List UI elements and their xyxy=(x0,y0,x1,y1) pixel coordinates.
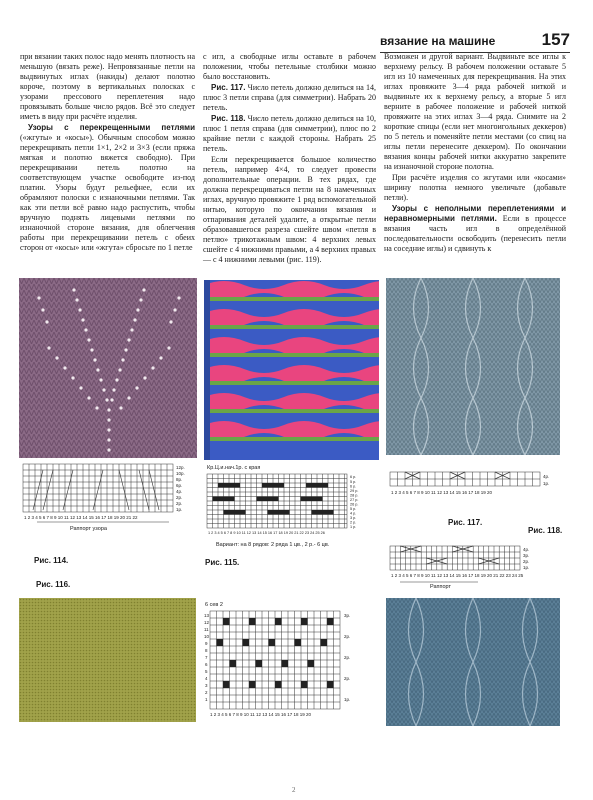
text-column-3 xyxy=(384,52,566,255)
fig117-chart xyxy=(386,462,564,498)
fig114-caption: Рис. 114. xyxy=(34,556,69,565)
fig116-top-label: 6 сев 2 xyxy=(205,602,223,608)
svg-text:2р.: 2р. xyxy=(176,501,183,506)
svg-text:5 р.: 5 р. xyxy=(350,480,357,484)
svg-text:6 р.: 6 р. xyxy=(350,475,357,479)
fig114-photo xyxy=(19,278,197,458)
paragraph: При расчёте изделия со жгутами или «косами» ширину полотна немного увеличьте (добавьте петли). xyxy=(384,173,566,202)
svg-text:4 р.: 4 р. xyxy=(350,511,357,516)
svg-text:2р.: 2р. xyxy=(344,634,351,639)
paragraph-heading: Узоры с перекрещенными петлями xyxy=(28,123,195,132)
fig118-photo xyxy=(386,598,560,726)
fig116-caption: Рис. 116. xyxy=(36,580,71,589)
svg-text:10р.: 10р. xyxy=(176,471,185,476)
fig118-caption: Рис. 118. xyxy=(528,526,563,535)
svg-text:27 р.: 27 р. xyxy=(350,498,359,502)
paragraph: с игл, а свободные иглы оставьте в рабочем положении, чтобы петельные столбики можно было восстановить. xyxy=(203,52,376,81)
svg-text:2р.: 2р. xyxy=(523,559,530,564)
running-header xyxy=(380,30,570,52)
svg-text:2: 2 xyxy=(205,690,208,695)
fig118-chart xyxy=(386,540,564,586)
figure-reference: Рис. 117. xyxy=(211,83,246,92)
svg-text:3: 3 xyxy=(205,683,208,688)
fig116-chart xyxy=(204,609,376,721)
svg-text:10: 10 xyxy=(204,634,210,639)
paragraph: Возможен и другой вариант. Выдвиньте все иглы к верхнему рельсу. В рабочем положении оставьте 5 игл из 10 намеченных для перекрещивания. На этих иглах провяжите 3—4 ряда рабочей ниткой и выдвиньте их к верхнему рельсу, а вторые 5 игл верните в рабочее положение и рабочей ниткой провяжите на этих иглах 3—4 ряда. Снимите на 2 короткие спицы (если нет многоигольных деккеров) по 5 петель и поменяйте петли местами (со спиц на иглы петли перенесите деккером). По окончании вязания концы рабочей нитки аккуратно закрепите на изнаночной стороне полотна. xyxy=(384,52,566,171)
svg-text:12: 12 xyxy=(204,620,210,625)
svg-text:2 р.: 2 р. xyxy=(350,520,357,525)
svg-text:1р.: 1р. xyxy=(176,507,183,512)
svg-text:4р.: 4р. xyxy=(543,474,550,479)
svg-text:1 2 3 4 5 6 7 8 9 10 11 12 13: 1 2 3 4 5 6 7 8 9 10 11 12 13 14 15 16 17 18 19 20 21 22 23 24 25 26 xyxy=(208,531,325,535)
section-title: вязание на машине xyxy=(380,34,496,48)
svg-text:1р.: 1р. xyxy=(523,565,530,570)
svg-text:5: 5 xyxy=(205,669,208,674)
fig117-photo xyxy=(386,278,560,455)
paragraph: Узоры с неполными переплетениями и неравномерными петлями. Если в процессе вязания часть игл в определённой последовательности освободить (перенесить петли на соседние иглы) и сдвинуть к xyxy=(384,204,567,253)
folio-mark: 2 xyxy=(292,786,296,794)
fig117-caption: Рис. 117. xyxy=(448,518,483,527)
svg-text:29 р.: 29 р. xyxy=(350,489,359,493)
svg-text:4: 4 xyxy=(205,676,208,681)
svg-text:1 2 3 4 5 6 7 8 9 10 11 12 13: 1 2 3 4 5 6 7 8 9 10 11 12 13 14 15 16 17 18 19 20 21 22 23 24 25 xyxy=(391,573,524,578)
svg-text:13: 13 xyxy=(204,613,210,618)
svg-text:4р.: 4р. xyxy=(523,547,530,552)
fig115-photo xyxy=(204,280,379,460)
svg-text:8: 8 xyxy=(205,648,208,653)
fig114-repeat-label: Раппорт узора xyxy=(70,526,107,532)
text-column-2 xyxy=(203,52,376,266)
svg-text:8р.: 8р. xyxy=(176,477,183,482)
svg-text:2р.: 2р. xyxy=(344,655,351,660)
svg-text:3р.: 3р. xyxy=(523,553,530,558)
svg-text:3р.: 3р. xyxy=(344,613,351,618)
fig115-caption: Рис. 115. xyxy=(205,558,240,567)
svg-text:2р.: 2р. xyxy=(176,495,183,500)
svg-text:1 2 3 4 5 6 7 8 9 10 11 12 13: 1 2 3 4 5 6 7 8 9 10 11 12 13 14 15 16 17 18 19 20 21 22 xyxy=(24,515,138,520)
svg-text:12р.: 12р. xyxy=(176,465,185,470)
fig114-chart xyxy=(19,462,197,534)
svg-text:6р.: 6р. xyxy=(176,483,183,488)
paragraph: Рис. 118. Число петель должно делиться на 10, плюс 1 петля справа (для симметрии), плюс по 2 крайние петли с каждой стороны. Набрать 25 петель. xyxy=(203,114,376,153)
svg-text:11: 11 xyxy=(204,627,209,632)
page-number: 157 xyxy=(541,30,570,49)
fig115-chart xyxy=(204,472,376,536)
svg-text:6 р.: 6 р. xyxy=(350,484,357,489)
svg-text:1: 1 xyxy=(205,697,208,702)
svg-text:5 р.: 5 р. xyxy=(350,507,357,511)
fig116-photo xyxy=(19,598,196,722)
svg-text:2р.: 2р. xyxy=(344,676,351,681)
fig118-repeat-label: Раппорт xyxy=(430,584,452,590)
paragraph: Рис. 117. Число петель должно делиться на 14, плюс 3 петли справа (для симметрии). Набрать 20 петель. xyxy=(203,83,376,112)
svg-text:1р.: 1р. xyxy=(543,481,550,486)
svg-text:1 2 3 4 5 6 7 8 9 10 11 12 13: 1 2 3 4 5 6 7 8 9 10 11 12 13 14 15 16 17 18 19 20 xyxy=(210,712,312,717)
svg-text:1р.: 1р. xyxy=(344,697,351,702)
svg-text:1 2 3 4 5 6 7 8 9 10 11 12 13: 1 2 3 4 5 6 7 8 9 10 11 12 13 14 15 16 17 18 19 20 xyxy=(391,490,493,495)
svg-text:9: 9 xyxy=(205,641,208,646)
fig115-legend: Кр.Ц.и.нач.1р. с края xyxy=(207,465,261,471)
fig115-variant: Вариант: на 8 рядов: 2 ряда 1 цв., 2 р.- 6 цв. xyxy=(216,542,330,548)
figure-reference: Рис. 118. xyxy=(211,114,246,123)
text-column-1 xyxy=(20,52,195,254)
svg-text:28 р.: 28 р. xyxy=(350,493,359,498)
svg-text:6: 6 xyxy=(205,662,208,667)
paragraph: при вязании таких полос надо менять плотность на меньшую (вязать реже). Непровязанные петли на выдвинутых иглах (накиды) делают полотно короче, поэтому в вертикальных полосках с узорами прессового переплетения надо провязывать больше число рядов. Всё это следует иметь в виду при расчёте изделия. xyxy=(20,52,195,121)
svg-text:1 р.: 1 р. xyxy=(350,525,357,529)
svg-text:3 р.: 3 р. xyxy=(350,516,357,520)
paragraph-heading: Узоры с неполными переплетениями и неравномерными петлями. xyxy=(384,204,566,223)
svg-text:4р.: 4р. xyxy=(176,489,183,494)
svg-text:26 р.: 26 р. xyxy=(350,502,359,507)
paragraph: Если перекрещивается большое количество петель, например 4×4, то следует провести дополнительные операции. В тех рядах, где должна перекрещиваться петли на 8 намеченных иглах, вручную провяжите 1 ряд вспомогательной нитью, которую по окончании вязания и отпаривания деталей удалите, а открытые петли образовавшегося разреза сшейте швом «петля в петлю» трикотажным швом: 4 верхних левых сшейте с 4 нижними правыми, а 4 верхних правых — с 4 нижними левыми (рис. 119). xyxy=(203,155,376,264)
svg-text:7: 7 xyxy=(205,655,208,660)
paragraph: Узоры с перекрещенными петлями («жгуты» и «косы»). Обычным способом можно перекрещивать петли 1×1, 2×2 и 3×3 (если пряжа мягкая и полотно вяжется свободно). При перекрещивании петель полотно на соответствующем участке освободите из-под платин. Узоры будут рельефнее, если их обрамляют полоски с изнаночными петлями. Так как эти петли всё равно надо распустить, чтобы вручную поднять лицевыми петлями по изнаночной стороне вязания, для облегчения работы при перекрещивании петель с обеих сторон от «косы» или «жгута» сбросьте по 1 петле xyxy=(20,123,195,252)
